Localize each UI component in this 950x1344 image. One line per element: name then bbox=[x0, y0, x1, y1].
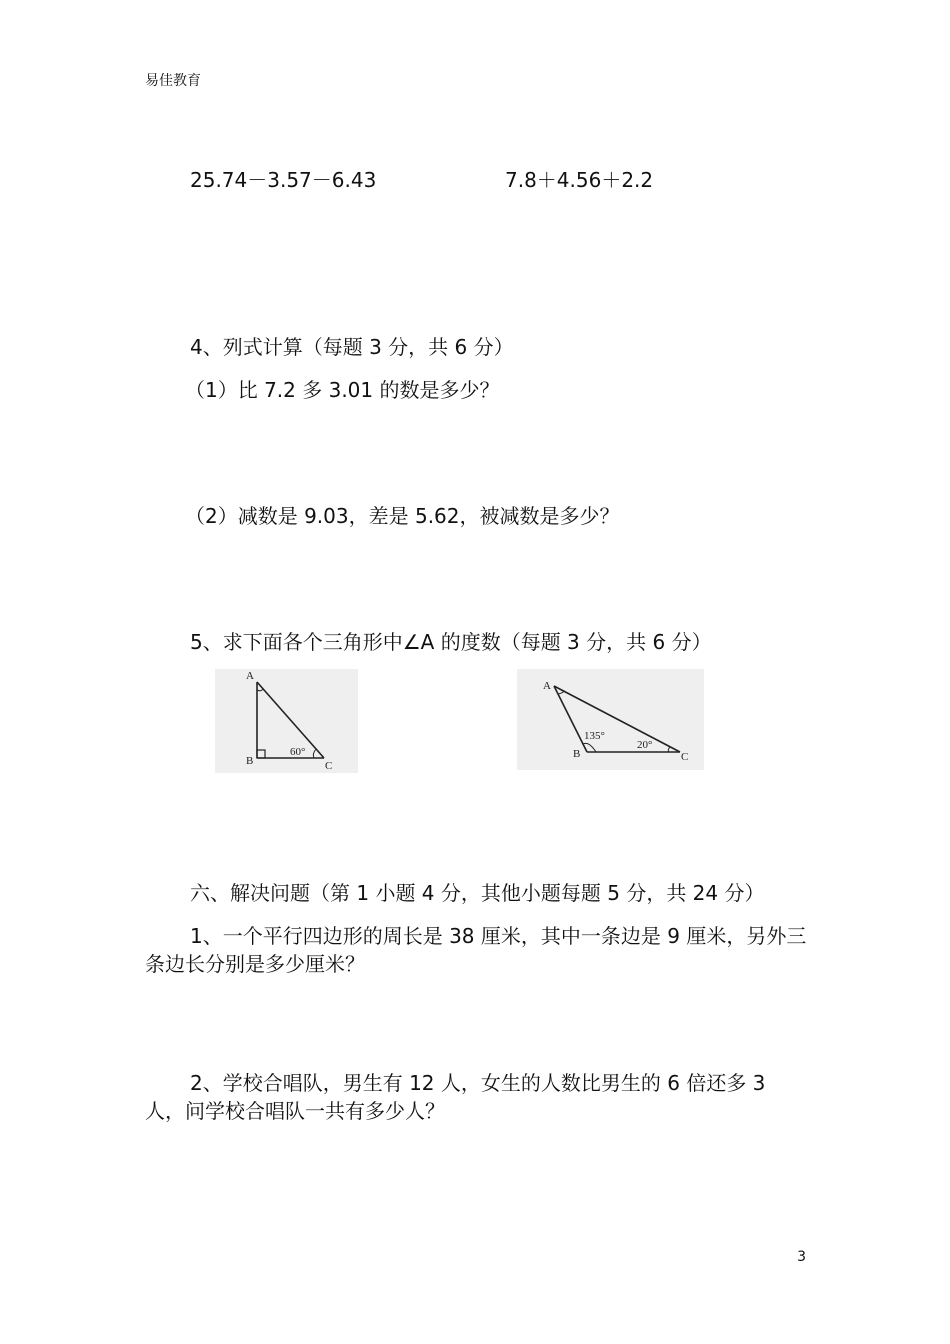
section6-question-1: 1、一个平行四边形的周长是 38 厘米，其中一条边是 9 厘米，另外三条边长分别是多少厘米？ bbox=[145, 924, 807, 976]
fig2-label-a: A bbox=[543, 680, 551, 692]
calc-expression-1: 25.74－3.57－6.43 bbox=[190, 168, 377, 192]
fig2-angle-c: 20° bbox=[637, 739, 653, 751]
fig1-label-c: C bbox=[325, 760, 333, 772]
section6-question-2: 2、学校合唱队，男生有 12 人，女生的人数比男生的 6 倍还多 3 人，问学校合唱队一共有多少人？ bbox=[145, 1071, 766, 1123]
triangle-figure-2 bbox=[517, 669, 704, 770]
section5-title: 5、求下面各个三角形中∠A 的度数（每题 3 分，共 6 分） bbox=[190, 630, 712, 654]
page-number: 3 bbox=[797, 1249, 806, 1265]
fig2-angle-b: 135° bbox=[584, 730, 605, 742]
fig1-label-a: A bbox=[246, 670, 254, 682]
calc-expression-2: 7.8＋4.56＋2.2 bbox=[505, 168, 654, 192]
section4-question-1: （1）比 7.2 多 3.01 的数是多少？ bbox=[185, 378, 500, 402]
triangle-figure-1 bbox=[215, 669, 358, 773]
section6-title: 六、解决问题（第 1 小题 4 分，其他小题每题 5 分，共 24 分） bbox=[190, 881, 765, 905]
fig1-angle-c: 60° bbox=[290, 746, 306, 758]
section4-title: 4、列式计算（每题 3 分，共 6 分） bbox=[190, 335, 514, 359]
fig2-label-c: C bbox=[681, 751, 689, 763]
fig2-label-b: B bbox=[573, 748, 581, 760]
section4-question-2: （2）减数是 9.03，差是 5.62，被减数是多少？ bbox=[185, 504, 620, 528]
header-brand: 易佳教育 bbox=[145, 73, 201, 89]
fig1-label-b: B bbox=[246, 755, 254, 767]
